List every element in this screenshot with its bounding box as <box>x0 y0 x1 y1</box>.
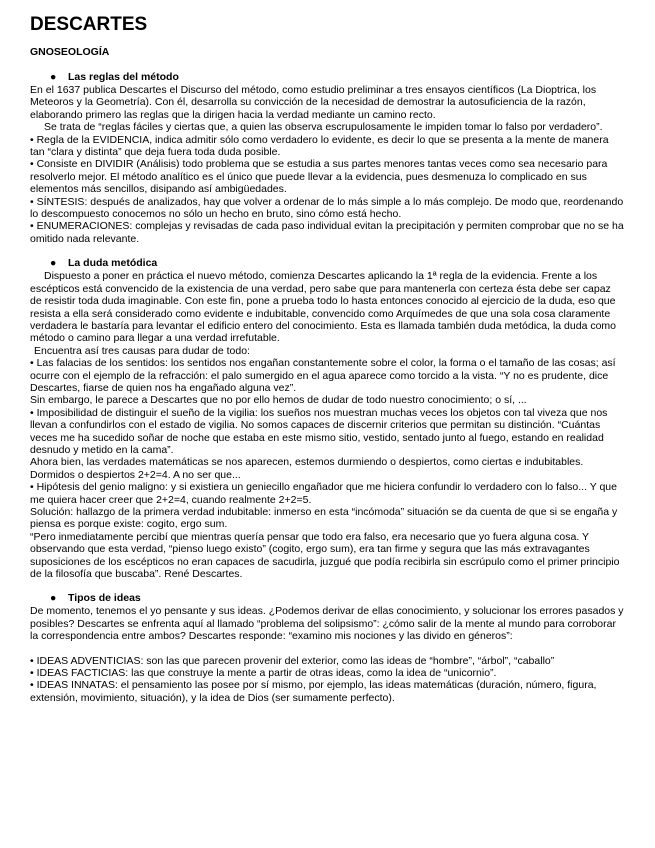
paragraph: Solución: hallazgo de la primera verdad indubitable: inmerso en esta “incómoda” situación se da cuenta de que si se engaña y piensa es porque existe: cogito, ergo sum. <box>30 506 618 531</box>
list-item: • ENUMERACIONES: complejas y revisadas de cada paso individual evitan la precipitación y permiten comprobar que no se ha omitido nada relevante. <box>30 220 624 245</box>
list-item: • Regla de la EVIDENCIA, indica admitir sólo como verdadero lo evidente, es decir lo que se presenta a la mente de manera tan “clara y distinta” que deja fuera toda duda posible. <box>30 133 609 159</box>
paragraph: Se trata de “reglas fáciles y ciertas que, a quien las observa escrupulosamente le impiden tomar lo falso por verdadero”. <box>44 121 603 134</box>
section-heading-reglas: ● Las reglas del método <box>50 71 179 83</box>
document-subtitle: GNOSEOLOGÍA <box>30 46 110 58</box>
paragraph: Encuentra así tres causas para dudar de todo: <box>34 344 250 357</box>
bullet-icon: ● <box>50 257 57 270</box>
bullet-icon: ● <box>50 71 57 83</box>
quote-paragraph: “Pero inmediatamente percibí que mientras quería pensar que todo era falso, era necesario que yo fuera alguna cosa. Y observando que esta verdad, “pienso luego existo” (cogito, ergo sum), era tan firme y segura que las más extravagantes suposiciones de los escépticos no eran capaces de sacudirla, juzgué que podía recibirla sin escrúpulo como el primer principio de la filosofía que buscaba”. René Descartes. <box>30 530 620 581</box>
list-item: • IDEAS FACTICIAS: las que construye la mente a partir de otras ideas, como la idea de “unicornio”. <box>30 667 497 680</box>
bullet-icon: ● <box>50 592 57 605</box>
paragraph: De momento, tenemos el yo pensante y sus ideas. ¿Podemos derivar de ellas conocimiento, y solucionar los errores pasados y posibles? Descartes se enfrenta aquí al llamado “problema del solipsismo”: ¿cómo salir de la mente al mundo para corroborar la correspondencia entre ambos? Descartes responde: “examino mis nociones y las divido en géneros”: <box>30 605 624 643</box>
document-title: DESCARTES <box>30 14 148 35</box>
list-item: • Imposibilidad de distinguir el sueño de la vigilia: los sueños nos muestran muchas veces los objetos con tal viveza que nos llevan a confundirlos con el estado de vigilia. No somos capaces de discernir criterios que permitan su distinción. “Cuántas veces me ha sucedido soñar de noche que estaba en este mismo sitio, vestido, sentado junto al fuego, estando en realidad desnudo y metido en la cama”. <box>30 406 608 456</box>
list-item: • Las falacias de los sentidos: los sentidos nos engañan constantemente sobre el color, la forma o el tamaño de las cosas; así ocurre con el ejemplo de la refracción: el palo sumergido en el agua aparece como torcido a la vista. “Y no es prudente, dice Descartes, fiarse de quien nos ha engañado alguna vez”. <box>30 357 616 394</box>
section-heading-ideas: ● Tipos de ideas <box>50 592 141 605</box>
paragraph: Sin embargo, le parece a Descartes que no por ello hemos de dudar de todo nuestro conocimiento; o sí, ... <box>30 394 527 407</box>
paragraph: Dispuesto a poner en práctica el nuevo método, comienza Descartes aplicando la 1ª regla de la evidencia. Frente a los escépticos está convencido de la existencia de una verdad, pero sabe que para mantenerla con certeza ésta debe ser capaz de resistir toda duda imaginable. Con este fin, pone a prueba todo lo hasta entonces conocido al ejercicio de la duda, eso que resista a ella será considerado como evidente e indubitable, convencido como Arquímedes de que una sola cosa claramente verdadera le bastaría para levantar el edificio entero del conocimiento. Esta es llamada también duda metódica, la duda como método o camino para llegar a una verdad irrefutable. <box>30 270 617 345</box>
list-item: • IDEAS INNATAS: el pensamiento las posee por sí mismo, por ejemplo, las ideas matemáticas (duración, número, figura, extensión, movimiento, situación), y la idea de Dios (ser sumamente perfecto). <box>30 679 597 704</box>
list-item: • Consiste en DIVIDIR (Análisis) todo problema que se estudia a sus partes menores tantas veces como sea necesario para resolverlo mejor. El método analítico es el único que puede llevar a la evidencia, pues desmenuza lo complicado en sus elementos más sencillos, disipando así ambigüedades. <box>30 158 608 196</box>
list-item: • IDEAS ADVENTICIAS: son las que parecen provenir del exterior, como las ideas de “hombre”, “árbol”, “caballo” <box>30 654 555 667</box>
list-item: • Hipótesis del genio maligno: y si existiera un geniecillo engañador que me hiciera confundir lo verdadero con lo falso... Y que me quiera hacer creer que 2+2=4, cuando realmente 2+2=5. <box>30 481 617 506</box>
paragraph: En el 1637 publica Descartes el Discurso del método, como estudio preliminar a tres ensayos científicos (La Dioptrica, los Meteoros y la Geometría). Con él, desarrolla su convicción de la necesidad de demostrar la autosuficiencia de la razón, elaborando primero las reglas que la dirigen hacia la verdad mediante un camino recto. <box>30 84 597 121</box>
list-item: • SÍNTESIS: después de analizados, hay que volver a ordenar de lo más simple a lo más complejo. De modo que, reordenando lo descompuesto conocemos no sólo un hecho en bruto, sino cómo está hecho. <box>30 195 624 221</box>
paragraph: Ahora bien, las verdades matemáticas se nos aparecen, estemos durmiendo o despiertos, como ciertas e indubitables. Dormidos o despiertos 2+2=4. A no ser que... <box>30 456 584 481</box>
section-heading-duda: ● La duda metódica <box>50 257 158 270</box>
